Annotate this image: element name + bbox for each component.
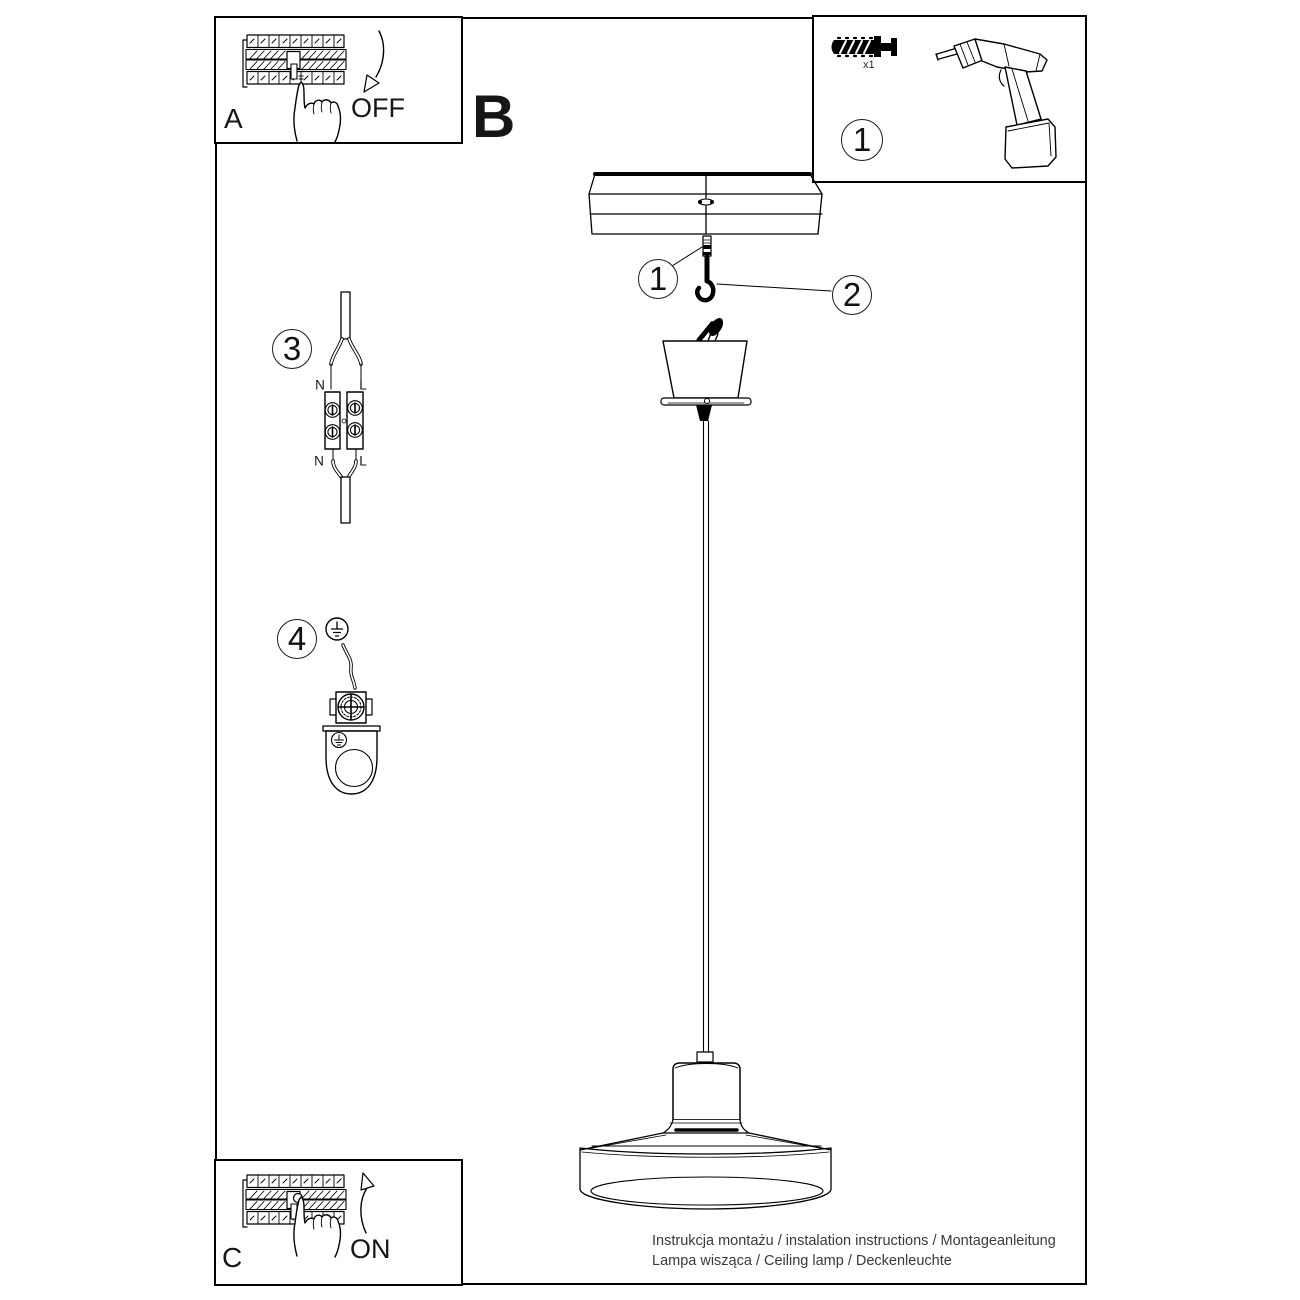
wire-label-l-bottom: L (359, 453, 367, 469)
caption-line-1: Instrukcja montażu / instalation instructions / Montageanleitung (652, 1233, 1056, 1249)
wire-label-l-top: L (359, 377, 367, 393)
switch-off-text: OFF (351, 93, 405, 123)
panel-c-label: C (222, 1242, 243, 1273)
wire-label-n-top: N (315, 377, 325, 393)
panel-a-box (214, 16, 463, 144)
callout-grounding: 4 (277, 619, 317, 659)
panel-a-label: A (224, 103, 243, 134)
wire-label-n-bottom: N (314, 453, 324, 469)
panel-c-box (214, 1159, 463, 1286)
main-frame (215, 17, 1087, 1285)
callout-step-1-tools: 1 (841, 119, 883, 161)
callout-hook: 2 (832, 275, 872, 315)
caption (652, 1231, 1056, 1271)
anchor-quantity-label: x1 (863, 59, 875, 71)
callout-wiring: 3 (272, 329, 312, 369)
callout-anchor: 1 (638, 259, 678, 299)
switch-on-text: ON (350, 1234, 391, 1264)
section-b-label: B (472, 83, 516, 150)
caption-line-2: Lampa wisząca / Ceiling lamp / Deckenleuchte (652, 1253, 952, 1269)
